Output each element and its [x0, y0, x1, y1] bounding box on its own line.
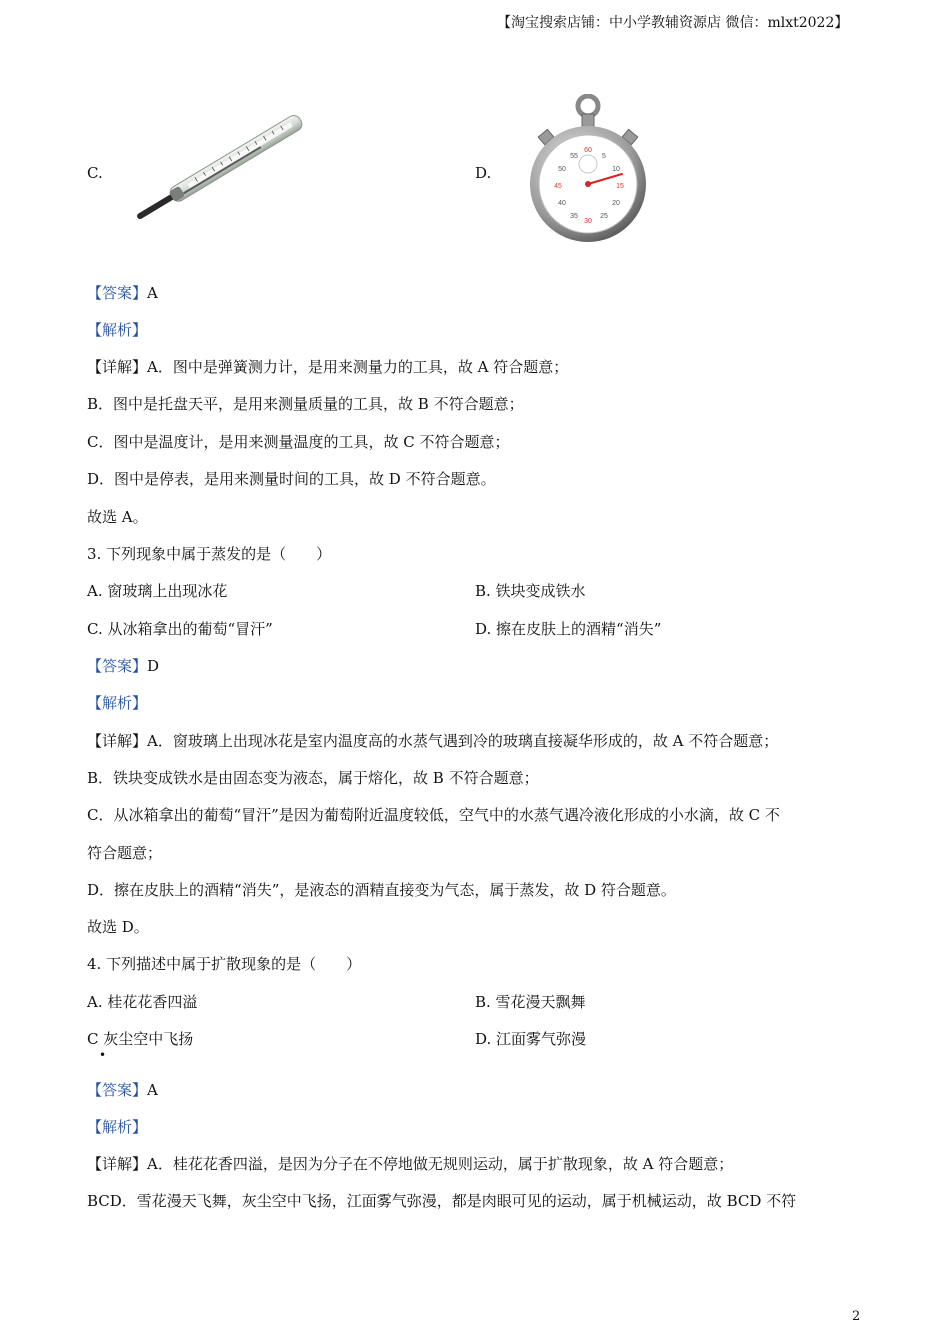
- q4-stem: 4. 下列描述中属于扩散现象的是（ ）: [87, 955, 362, 973]
- q2-detail-line-3: C．图中是温度计，是用来测量温度的工具，故 C 不符合题意；: [87, 433, 510, 451]
- q3-detail-line-4: 符合题意；: [87, 844, 163, 862]
- stopwatch-label-50: 50: [558, 166, 566, 173]
- q3-detail-line-2: B．铁块变成铁水是由固态变为液态，属于熔化，故 B 不符合题意；: [87, 769, 539, 787]
- q3-answer: D: [147, 657, 160, 675]
- q3-answer-line: [87, 655, 159, 676]
- q3-detail-line-5: D．擦在皮肤上的酒精“消失”，是液态的酒精直接变为气态，属于蒸发，故 D 符合题意。: [87, 881, 676, 899]
- stopwatch-label-35: 35: [570, 213, 578, 220]
- q4-detail-line-2: BCD．雪花漫天飞舞，灰尘空中飞扬，江面雾气弥漫，都是肉眼可见的运动，属于机械运动，故 BCD 不符: [87, 1192, 797, 1210]
- stopwatch-label-5: 5: [602, 153, 606, 160]
- stopwatch-image: [522, 94, 650, 246]
- stopwatch-label-25: 25: [600, 213, 608, 220]
- stopwatch-label-40: 40: [558, 200, 566, 207]
- q3-option-d: D. 擦在皮肤上的酒精“消失”: [475, 620, 662, 638]
- q3-option-c: C. 从冰箱拿出的葡萄“冒汗”: [87, 620, 273, 638]
- q3-detail-line-3: C．从冰箱拿出的葡萄“冒汗”是因为葡萄附近温度较低，空气中的水蒸气遇冷液化形成的小水滴，故 C 不: [87, 806, 780, 824]
- stopwatch-label-10: 10: [612, 166, 620, 173]
- q4-answer-tag: 【答案】: [87, 1081, 148, 1099]
- stopwatch-label-60: 60: [584, 147, 592, 154]
- q2-answer: A: [147, 284, 158, 302]
- q3-option-b: B. 铁块变成铁水: [475, 582, 586, 600]
- thermometer-image: [124, 112, 320, 224]
- stopwatch-label-55: 55: [570, 153, 578, 160]
- q3-detail-text-1: A．窗玻璃上出现冰花是室内温度高的水蒸气遇到冷的玻璃直接凝华形成的，故 A 不符合题意；: [147, 732, 779, 750]
- page-header: 【淘宝搜索店铺：中小学教辅资源店 微信：mlxt2022】: [497, 15, 849, 31]
- q4-detail-text-1: A．桂花花香四溢，是因为分子在不停地做无规则运动，属于扩散现象，故 A 符合题意；: [147, 1155, 734, 1173]
- q4-detail-tag: 【详解】: [87, 1155, 148, 1173]
- q3-analysis-tag: 【解析】: [87, 694, 148, 712]
- q2-answer-line: [87, 282, 158, 303]
- stopwatch-label-20: 20: [612, 200, 620, 207]
- q2-analysis-tag: 【解析】: [87, 321, 148, 339]
- q2-detail-text-1: A．图中是弹簧测力计，是用来测量力的工具，故 A 符合题意；: [147, 358, 569, 376]
- q4-analysis-tag: 【解析】: [87, 1118, 148, 1136]
- q3-detail-tag: 【详解】: [87, 732, 148, 750]
- stopwatch-label-15: 15: [616, 183, 624, 190]
- q3-conclusion: 故选 D。: [87, 918, 149, 936]
- q4-answer: A: [147, 1081, 158, 1099]
- q4-option-d: D. 江面雾气弥漫: [475, 1030, 587, 1048]
- q3-option-a: A. 窗玻璃上出现冰花: [87, 582, 228, 600]
- option-c-label: C.: [87, 164, 103, 182]
- stopwatch-label-30: 30: [584, 218, 592, 225]
- q3-detail-line-1: [87, 730, 778, 751]
- q2-detail-line-1: [87, 356, 568, 377]
- q4-answer-line: [87, 1079, 158, 1100]
- q3-stem: 3. 下列现象中属于蒸发的是（ ）: [87, 545, 332, 563]
- q2-conclusion: 故选 A。: [87, 508, 148, 526]
- option-d-label: D.: [475, 164, 492, 182]
- stray-dot: •: [99, 1048, 107, 1062]
- q2-detail-tag: 【详解】: [87, 358, 148, 376]
- q2-detail-line-4: D．图中是停表，是用来测量时间的工具，故 D 不符合题意。: [87, 470, 496, 488]
- q4-option-a: A. 桂花花香四溢: [87, 993, 198, 1011]
- q3-answer-tag: 【答案】: [87, 657, 148, 675]
- q4-option-c: C 灰尘空中飞扬: [87, 1030, 194, 1048]
- q4-option-b: B. 雪花漫天飘舞: [475, 993, 586, 1011]
- q4-detail-line-1: [87, 1153, 733, 1174]
- q2-detail-line-2: B．图中是托盘天平，是用来测量质量的工具，故 B 不符合题意；: [87, 395, 524, 413]
- stopwatch-label-45: 45: [554, 183, 562, 190]
- page-number: 2: [852, 1309, 861, 1324]
- q2-answer-tag: 【答案】: [87, 284, 148, 302]
